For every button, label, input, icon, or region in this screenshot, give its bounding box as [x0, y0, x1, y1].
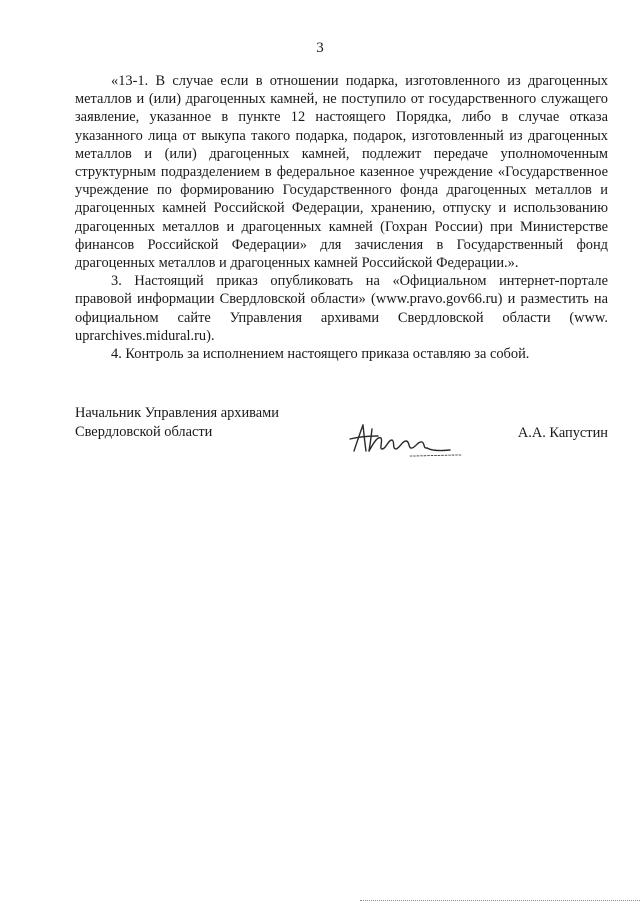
- bottom-rule: [360, 900, 640, 901]
- paragraph-item-3: 3. Настоящий приказ опубликовать на «Официальном интернет-портале правовой информации Свердловской области» (www.pravo.gov66.ru) и разместить на официальном сайте Управления архивами Свердловской области (www. uprarchives.midural.ru).: [75, 273, 608, 344]
- signature-stroke: [363, 425, 366, 451]
- signature-stroke: [369, 438, 427, 451]
- paragraph-item-4: 4. Контроль за исполнением настоящего приказа оставляю за собой.: [111, 346, 530, 363]
- document-body: [75, 72, 608, 363]
- signature-stroke: [427, 448, 450, 451]
- page-number: 3: [316, 40, 324, 56]
- signer-name: А.А. Капустин: [517, 425, 608, 441]
- paragraph-item-13-1: «13-1. В случае если в отношении подарка, изготовленного из драгоценных металлов и (или) драгоценных камней, не поступило от государственного служащего заявление, указанное в пункте 12 настоящего Порядка, либо в случае отказа указанного лица от выкупа такого подарка, подарок, изготовленный из драгоценных металлов и (или) драгоценных камней, подлежит передаче уполномоченным структурным подразделением в федеральное казенное учреждение «Государственное учреждение по формированию Государственного фонда драгоценных металлов и драгоценных камней Российской Федерации, хранению, отпуску и использованию драгоценных металлов и драгоценных камней (Гохран России) при Министерстве финансов Российской Федерации» для зачисления в Государственный фонд драгоценных металлов и драгоценных камней Российской Федерации.».: [75, 73, 608, 272]
- signature-baseline: [410, 455, 461, 456]
- signer-position-line1: Начальник Управления архивами: [75, 405, 279, 421]
- handwritten-signature: [348, 418, 463, 462]
- signer-position-line2: Свердловской области: [75, 423, 213, 440]
